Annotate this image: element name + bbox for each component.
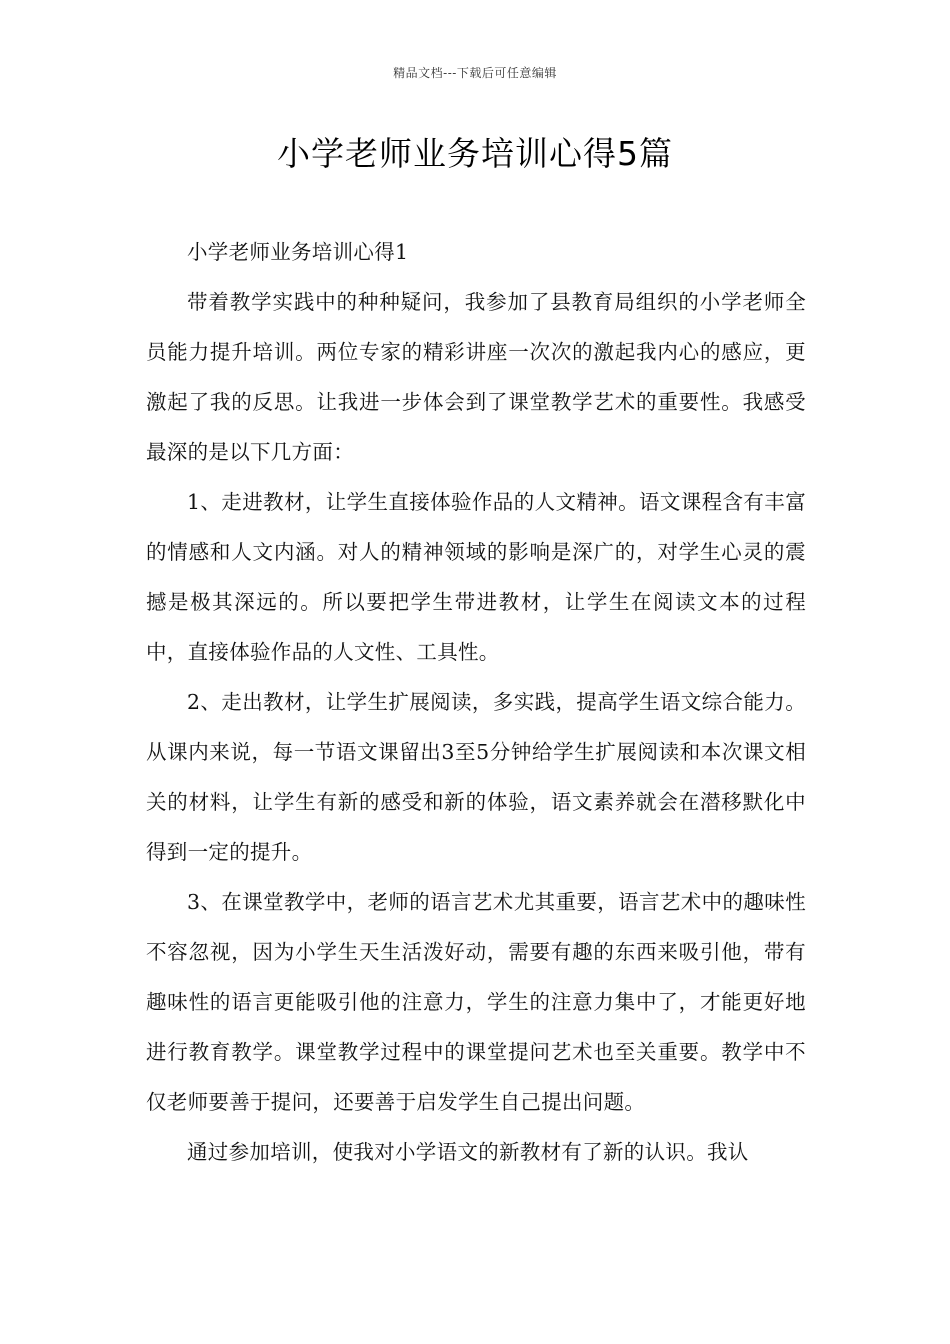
- paragraph: 2、走出教材，让学生扩展阅读，多实践，提高学生语文综合能力。从课内来说，每一节语文课留出3至5分钟给学生扩展阅读和本次课文相关的材料，让学生有新的感受和新的体验，语文素养就会在潜移默化中得到一定的提升。: [146, 690, 806, 864]
- document-body: [146, 227, 806, 1177]
- paragraph: 带着教学实践中的种种疑问，我参加了县教育局组织的小学老师全员能力提升培训。两位专家的精彩讲座一次次的激起我内心的感应，更激起了我的反思。让我进一步体会到了课堂教学艺术的重要性。我感受最深的是以下几方面：: [146, 290, 806, 464]
- document-title: 小学老师业务培训心得5篇: [277, 134, 673, 173]
- section-heading: 小学老师业务培训心得1: [187, 240, 409, 264]
- header-note: 精品文档---下载后可任意编辑: [393, 66, 557, 80]
- paragraph: 3、在课堂教学中，老师的语言艺术尤其重要，语言艺术中的趣味性不容忽视，因为小学生天生活泼好动，需要有趣的东西来吸引他，带有趣味性的语言更能吸引他的注意力，学生的注意力集中了，才能更好地进行教育教学。课堂教学过程中的课堂提问艺术也至关重要。教学中不仅老师要善于提问，还要善于启发学生自己提出问题。: [146, 890, 806, 1114]
- paragraph: 1、走进教材，让学生直接体验作品的人文精神。语文课程含有丰富的情感和人文内涵。对人的精神领域的影响是深广的，对学生心灵的震撼是极其深远的。所以要把学生带进教材，让学生在阅读文本的过程中，直接体验作品的人文性、工具性。: [146, 490, 806, 664]
- paragraph: 通过参加培训，使我对小学语文的新教材有了新的认识。我认: [187, 1140, 749, 1164]
